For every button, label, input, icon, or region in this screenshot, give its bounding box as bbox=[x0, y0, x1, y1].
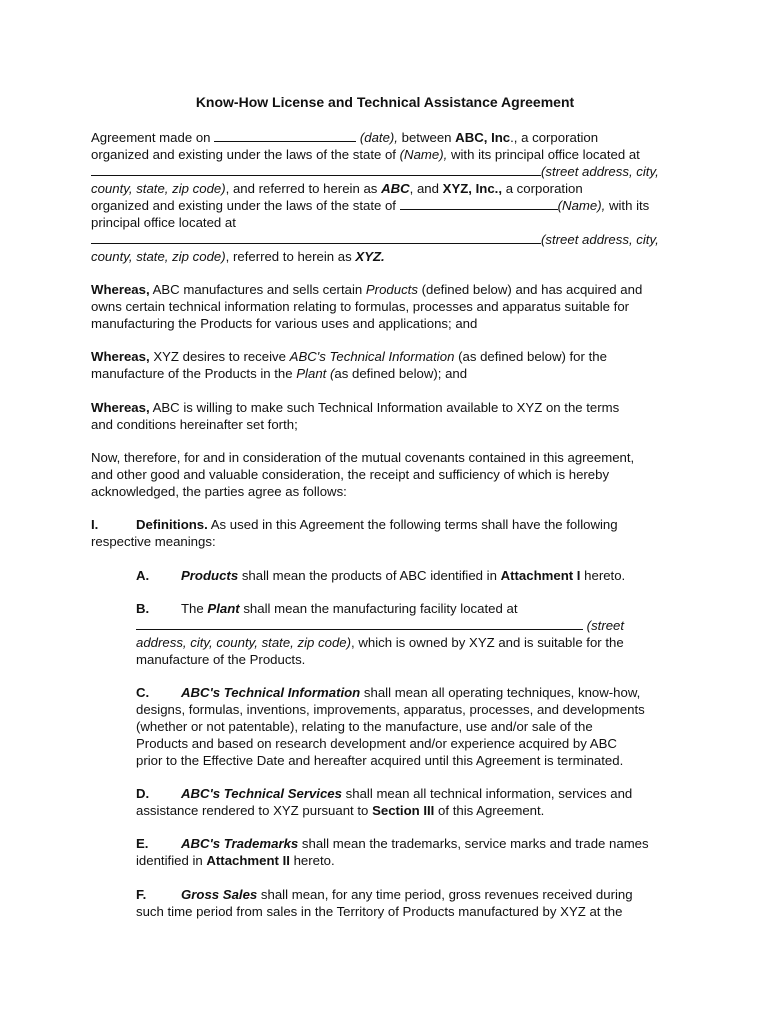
text-line: I. Definitions. As used in this Agreement the following terms shall have the following bbox=[91, 517, 618, 532]
text-line: Products and based on research development and/or experience acquired by ABC bbox=[136, 736, 617, 751]
text-line: manufacture of the Products in the Plant (as defined below); and bbox=[91, 366, 468, 381]
abc-address-blank[interactable] bbox=[91, 164, 541, 176]
text-line: Whereas, XYZ desires to receive ABC's Technical Information (as defined below) for the bbox=[91, 349, 607, 364]
text-line: Whereas, ABC manufactures and sells certain Products (defined below) and has acquired and bbox=[91, 282, 643, 297]
definition-a bbox=[136, 567, 684, 584]
text-line: (street address, city, bbox=[91, 163, 683, 180]
definition-c bbox=[136, 684, 684, 769]
plant-address-blank[interactable] bbox=[136, 618, 583, 630]
text-line: A. Products shall mean the products of ABC identified in Attachment I hereto. bbox=[136, 568, 626, 583]
text-line: manufacture of the Products. bbox=[136, 652, 306, 667]
now-therefore-paragraph bbox=[91, 449, 683, 500]
whereas-paragraph-3 bbox=[91, 399, 683, 433]
definition-b bbox=[136, 600, 684, 668]
text-line: and other good and valuable consideration, the receipt and sufficiency of which is hereby bbox=[91, 467, 610, 482]
text-line: and conditions hereinafter set forth; bbox=[91, 417, 298, 432]
text-line: prior to the Effective Date and hereafter acquired until this Agreement is terminated. bbox=[136, 753, 624, 768]
text-line: Whereas, ABC is willing to make such Technical Information available to XYZ on the terms bbox=[91, 400, 620, 415]
text-line: organized and existing under the laws of the state of (Name), with its bbox=[91, 198, 650, 213]
state-blank[interactable] bbox=[400, 198, 558, 210]
definition-d bbox=[136, 785, 684, 819]
text-line: identified in Attachment II hereto. bbox=[136, 853, 335, 868]
text-line: assistance rendered to XYZ pursuant to Section III of this Agreement. bbox=[136, 803, 545, 818]
text-line: principal office located at bbox=[91, 215, 236, 230]
text-line: owns certain technical information relating to formulas, processes and apparatus suitable for bbox=[91, 299, 630, 314]
date-blank[interactable] bbox=[214, 130, 356, 142]
document-title: Know-How License and Technical Assistance Agreement bbox=[195, 94, 575, 110]
text-line: B. The Plant shall mean the manufacturing facility located at bbox=[136, 601, 518, 616]
section-number: I. bbox=[91, 517, 99, 532]
text-line: address, city, county, state, zip code), which is owned by XYZ and is suitable for the bbox=[136, 635, 624, 650]
text-line: designs, formulas, inventions, improvements, apparatus, processes, and developments bbox=[136, 702, 645, 717]
text-line: D. ABC's Technical Services shall mean all technical information, services and bbox=[136, 786, 633, 801]
intro-paragraph bbox=[91, 129, 683, 265]
text-line: such time period from sales in the Territory of Products manufactured by XYZ at the bbox=[136, 904, 623, 919]
definition-f bbox=[136, 886, 684, 920]
section-definitions bbox=[91, 516, 683, 550]
definition-e bbox=[136, 835, 684, 869]
text-line: county, state, zip code), referred to herein as XYZ. bbox=[91, 249, 385, 264]
text-line: F. Gross Sales shall mean, for any time period, gross revenues received during bbox=[136, 887, 633, 902]
text-line: organized and existing under the laws of the state of (Name), with its principal office located at bbox=[91, 147, 640, 162]
text-line: respective meanings: bbox=[91, 534, 216, 549]
text-line: Now, therefore, for and in consideration of the mutual covenants contained in this agreement, bbox=[91, 450, 635, 465]
text-line: C. ABC's Technical Information shall mean all operating techniques, know-how, bbox=[136, 685, 641, 700]
text-line: (street bbox=[136, 617, 684, 634]
text-line: Agreement made on (date), between ABC, Inc., a corporation bbox=[91, 130, 599, 145]
whereas-paragraph-1 bbox=[91, 281, 683, 332]
text-line: acknowledged, the parties agree as follows: bbox=[91, 484, 347, 499]
text-line: (whether or not patentable), relating to the manufacture, use and/or sale of the bbox=[136, 719, 593, 734]
text-line: county, state, zip code), and referred to herein as ABC, and XYZ, Inc., a corporation bbox=[91, 181, 583, 196]
text-line: manufacturing the Products for various uses and applications; and bbox=[91, 316, 478, 331]
section-heading: Definitions. bbox=[136, 517, 208, 532]
text-line: (street address, city, bbox=[91, 231, 683, 248]
xyz-address-blank[interactable] bbox=[91, 232, 541, 244]
text-line: E. ABC's Trademarks shall mean the trademarks, service marks and trade names bbox=[136, 836, 649, 851]
whereas-paragraph-2 bbox=[91, 348, 683, 382]
